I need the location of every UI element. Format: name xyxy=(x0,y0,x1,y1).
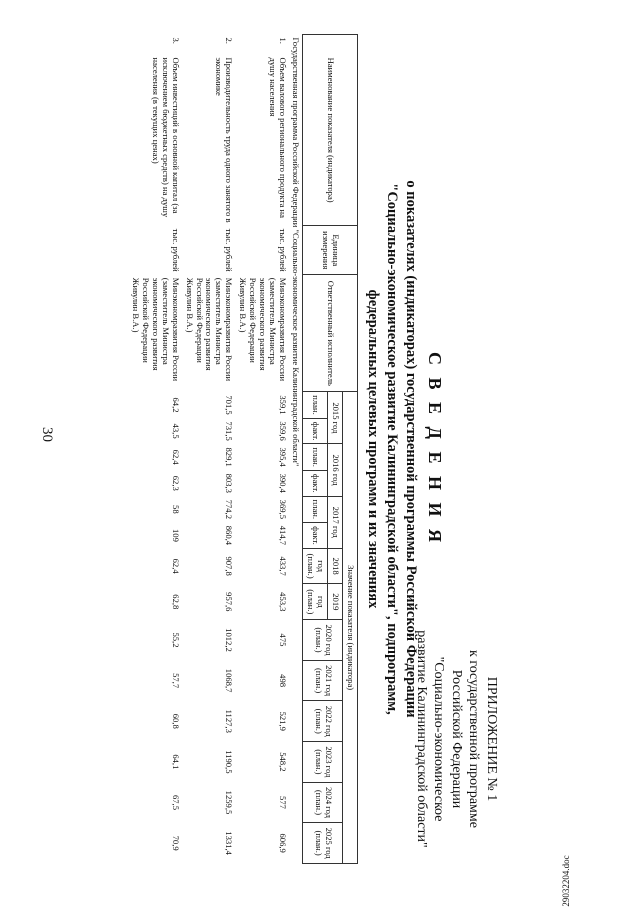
row-number: 1. xyxy=(277,37,288,44)
row-value: 64,2 xyxy=(170,397,181,413)
header-name: Наименование показателя (индикатора) xyxy=(303,35,358,226)
header-fact: факт. xyxy=(303,523,328,549)
row-value: 414,7 xyxy=(277,525,288,546)
row-value: 359,1 xyxy=(277,395,288,415)
row-value: 829,1 xyxy=(224,447,235,467)
row-value: 67,5 xyxy=(170,794,181,810)
row-value: 58 xyxy=(170,505,181,514)
appendix-line: "Социально-экономическое xyxy=(431,656,447,822)
row-value: 907,8 xyxy=(224,556,235,576)
row-value: 521,9 xyxy=(277,711,288,731)
row-value: 57,7 xyxy=(170,673,181,689)
row-value: 803,3 xyxy=(224,473,235,493)
appendix-line: развитие Калининградской области" xyxy=(414,630,429,848)
header-2015: 2015 год xyxy=(328,392,343,444)
row-value: 957,6 xyxy=(224,592,235,612)
row-value: 701,5 xyxy=(224,395,235,415)
row-value: 548,2 xyxy=(277,752,288,772)
header-plan: план. xyxy=(303,444,328,470)
header-values-group: Значение показателя (индикатора) xyxy=(343,392,358,864)
table-row xyxy=(182,35,235,864)
row-value: 774,2 xyxy=(224,499,235,519)
table-row xyxy=(235,35,288,864)
header-fact: факт. xyxy=(303,470,328,496)
header-plan: план. xyxy=(303,392,328,418)
row-unit: тыс. рублей xyxy=(277,228,288,272)
row-value: 62,8 xyxy=(170,594,181,610)
header-2020: 2020 год (план.) xyxy=(303,620,343,661)
row-value: 577 xyxy=(277,796,288,809)
header-executor: Ответственный исполнитель xyxy=(303,275,358,392)
row-executor: Минэкономразвития России (заместитель Министра экономического развития Российской Федерации Живулин В.А.) xyxy=(238,277,288,382)
appendix-line: Российской Федерации xyxy=(449,669,464,809)
row-value: 390,4 xyxy=(277,473,288,493)
document-subtitle: о показателях (индикаторах) государственной программы Российской Федерации "Социально-экономическое развитие Калининградской области", подпрограмм, федеральных целевых программ и их значениях xyxy=(365,180,419,718)
page-number: 30 xyxy=(39,427,55,442)
appendix-line: к государственной программе xyxy=(466,650,482,828)
row-value: 55,2 xyxy=(170,632,181,648)
row-value: 1190,5 xyxy=(224,750,235,774)
row-name: Объем валового регионального продукта на душу населения xyxy=(267,57,288,218)
table-row xyxy=(129,35,182,864)
header-unit: Единица измерения xyxy=(303,226,358,275)
header-2022: 2022 год (план.) xyxy=(303,701,343,742)
row-value: 62,4 xyxy=(170,558,181,574)
row-value: 70,9 xyxy=(170,835,181,851)
row-unit: тыс. рублей xyxy=(170,228,181,272)
row-value: 498 xyxy=(277,674,288,688)
document-title: С В Е Д Е Н И Я xyxy=(425,352,445,546)
row-value: 109 xyxy=(170,528,181,542)
row-value: 433,7 xyxy=(277,556,288,576)
row-value: 860,4 xyxy=(224,525,235,546)
header-fact: факт. xyxy=(303,418,328,444)
header-2018: 2018 xyxy=(328,548,343,584)
header-2019: 2019 xyxy=(328,584,343,620)
row-value: 43,5 xyxy=(170,423,181,439)
row-value: 606,9 xyxy=(277,833,288,853)
row-number: 2. xyxy=(224,37,235,44)
row-value: 64,1 xyxy=(170,754,181,770)
header-2019-sub: год (план.) xyxy=(303,584,328,620)
header-2016: 2016 год xyxy=(328,444,343,496)
row-executor: Минэкономразвития России (заместитель Министра экономического развития Российской Федерации Живулин В.А.) xyxy=(184,277,235,382)
row-value: 62,3 xyxy=(170,475,181,491)
row-unit: тыс. рублей xyxy=(224,228,235,272)
row-value: 369,5 xyxy=(277,499,288,519)
header-2021: 2021 год (план.) xyxy=(303,660,343,701)
header-2023: 2023 год (план.) xyxy=(303,742,343,783)
header-2017: 2017 год xyxy=(328,496,343,548)
row-value: 1331,4 xyxy=(224,831,235,855)
row-value: 1259,5 xyxy=(224,790,235,815)
header-plan: план. xyxy=(303,496,328,522)
header-2018-sub: год (план.) xyxy=(303,548,328,584)
row-value: 1127,3 xyxy=(224,709,235,733)
row-value: 60,8 xyxy=(170,713,181,729)
row-name: Производительность труда одного занятого в экономике xyxy=(214,57,235,223)
row-value: 359,6 xyxy=(277,421,288,441)
row-value: 1068,7 xyxy=(224,668,235,693)
row-number: 3. xyxy=(170,37,181,44)
row-executor: Минэкономразвития России (заместитель Министра экономического развития Российской Федерации Живулин В.А.) xyxy=(131,277,181,382)
row-value: 453,3 xyxy=(277,592,288,612)
row-value: 62,4 xyxy=(170,449,181,465)
row-value: 395,4 xyxy=(277,447,288,467)
rotated-sheet xyxy=(20,14,620,884)
header-2024: 2024 год (план.) xyxy=(303,782,343,823)
row-value: 475 xyxy=(277,633,288,647)
header-2025: 2025 год (план.) xyxy=(303,823,343,864)
section-title: Государственная программа Российской Федерации "Социально-экономическое развитие Калининградской области" xyxy=(291,37,302,467)
row-name: Объем инвестиций в основной капитал (за исключением бюджетных средств) на душу населения (в текущих ценах) xyxy=(151,57,181,218)
indicators-table xyxy=(129,34,359,864)
appendix-line: ПРИЛОЖЕНИЕ № 1 xyxy=(484,676,499,802)
row-value: 1012,2 xyxy=(224,628,235,652)
row-value: 731,5 xyxy=(224,421,235,441)
